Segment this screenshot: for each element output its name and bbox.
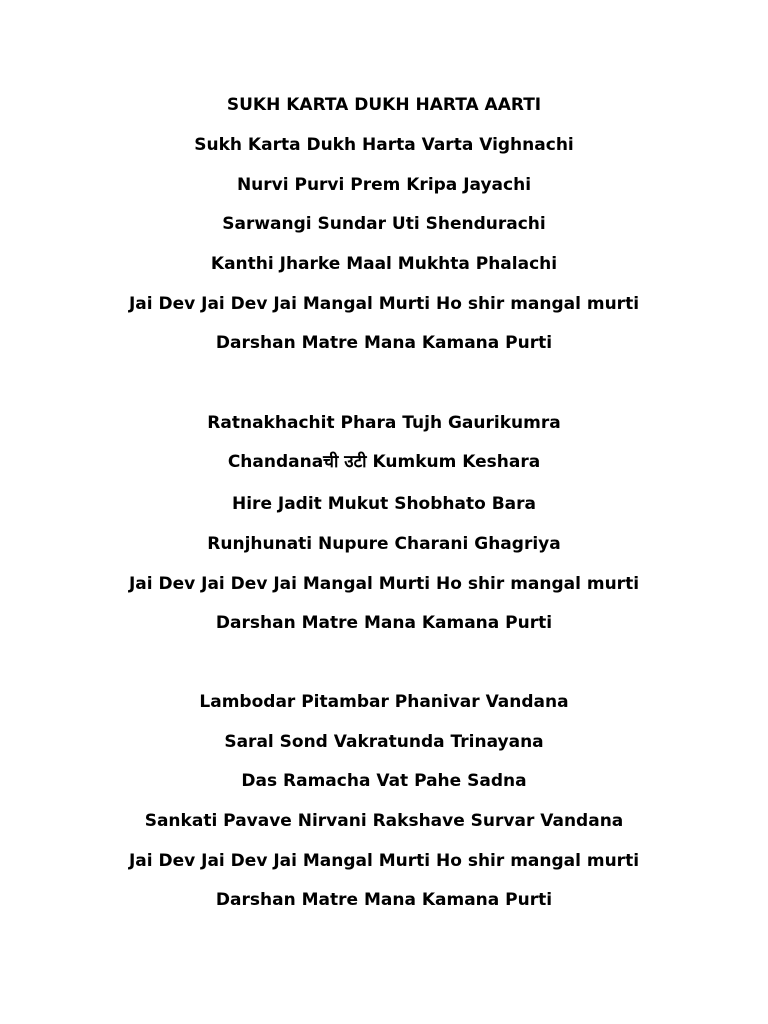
stanza-1-refrain-1: Jai Dev Jai Dev Jai Mangal Murti Ho shir mangal murti	[128, 294, 640, 314]
stanza-1-line-4: Kanthi Jharke Maal Mukhta Phalachi	[210, 254, 558, 274]
stanza-2-line-2: Chandanaची उटी Kumkum Keshara	[227, 452, 541, 472]
stanza-2-line-4: Runjhunati Nupure Charani Ghagriya	[207, 534, 561, 554]
stanza-2-line-1: Ratnakhachit Phara Tujh Gaurikumra	[207, 413, 561, 433]
stanza-2-line-3: Hire Jadit Mukut Shobhato Bara	[232, 494, 536, 514]
stanza-2-refrain-1: Jai Dev Jai Dev Jai Mangal Murti Ho shir mangal murti	[128, 574, 640, 594]
stanza-3-refrain-1: Jai Dev Jai Dev Jai Mangal Murti Ho shir mangal murti	[128, 851, 640, 871]
stanza-3-line-2: Saral Sond Vakratunda Trinayana	[224, 732, 544, 752]
stanza-1-line-3: Sarwangi Sundar Uti Shendurachi	[222, 214, 546, 234]
stanza-1-line-2: Nurvi Purvi Prem Kripa Jayachi	[236, 175, 532, 195]
stanza-3-line-1: Lambodar Pitambar Phanivar Vandana	[199, 692, 569, 712]
stanza-2-refrain-2: Darshan Matre Mana Kamana Purti	[215, 613, 553, 633]
stanza-3-refrain-2: Darshan Matre Mana Kamana Purti	[215, 890, 553, 910]
document-title: SUKH KARTA DUKH HARTA AARTI	[226, 95, 542, 115]
stanza-3-line-4: Sankati Pavave Nirvani Rakshave Survar Vandana	[144, 811, 624, 831]
stanza-3-line-3: Das Ramacha Vat Pahe Sadna	[241, 771, 527, 791]
stanza-1-line-1: Sukh Karta Dukh Harta Varta Vighnachi	[194, 135, 574, 155]
stanza-1-refrain-2: Darshan Matre Mana Kamana Purti	[215, 333, 553, 353]
